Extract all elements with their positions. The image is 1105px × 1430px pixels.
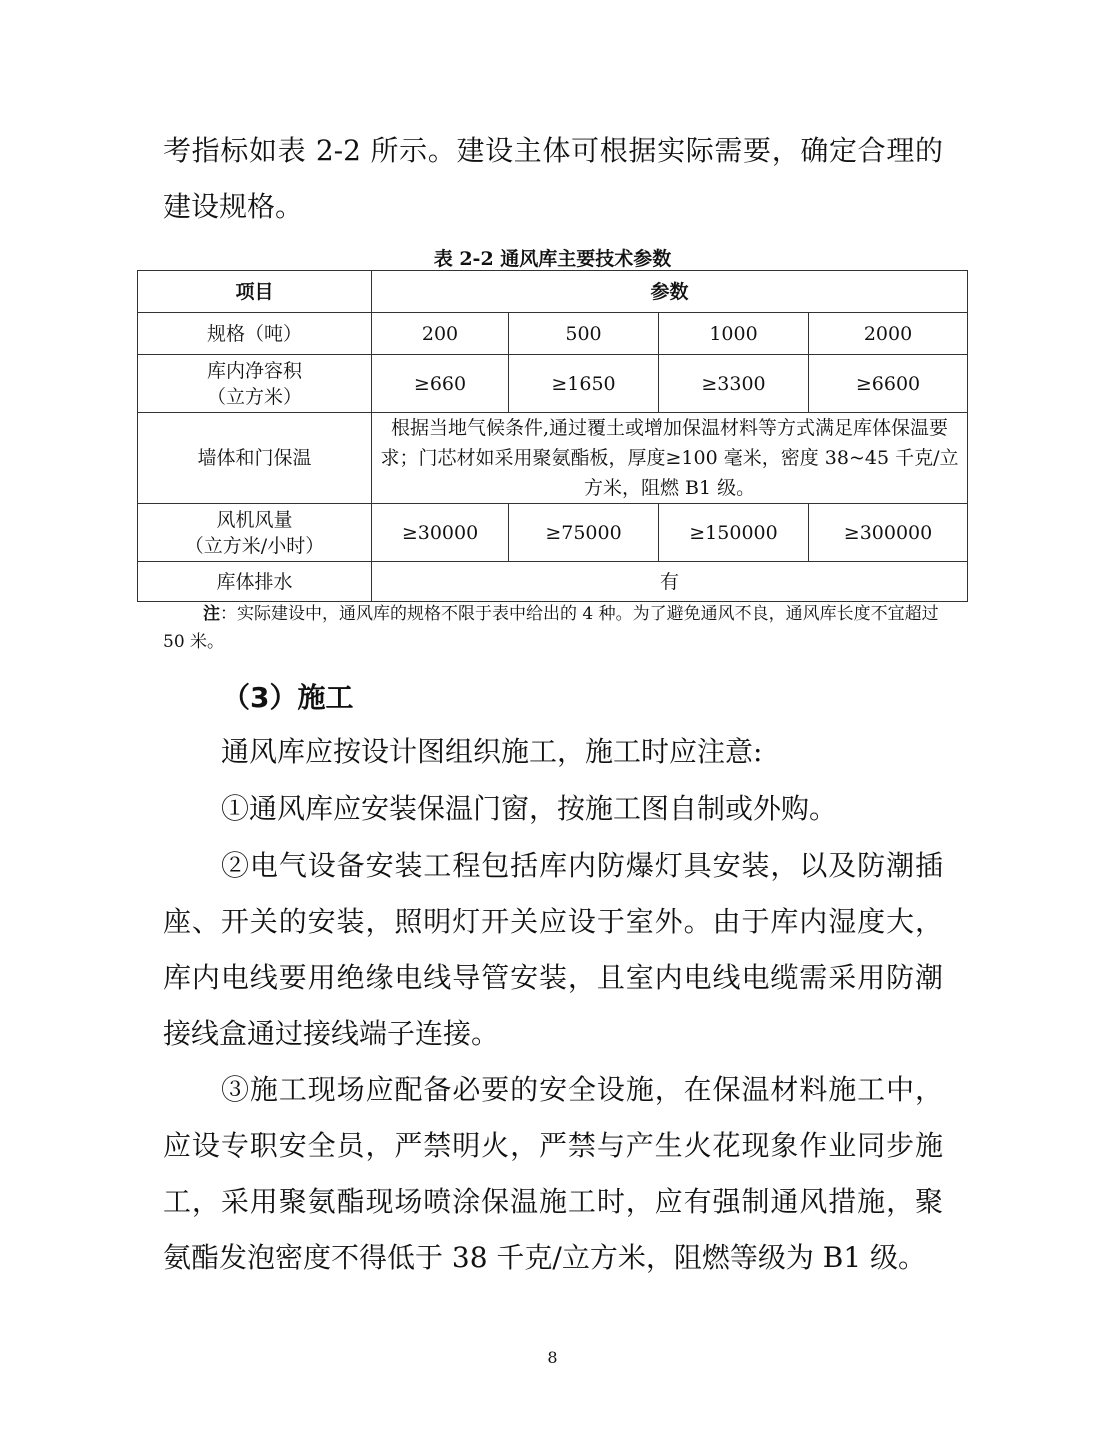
row-label-line: 风机风量 <box>216 508 293 531</box>
row-label-line: （立方米） <box>206 385 302 408</box>
table-row <box>138 313 968 355</box>
table-row <box>138 355 968 413</box>
body-paragraph: ②电气设备安装工程包括库内防爆灯具安装，以及防潮插座、开关的安装，照明灯开关应设于室外。由于库内湿度大，库内电线要用绝缘电线导管安装，且室内电线电缆需采用防潮接线盒通过接线端子连接。 <box>163 849 943 1050</box>
table-row <box>138 562 968 602</box>
cell-value: 1000 <box>659 313 809 355</box>
table-row <box>138 504 968 562</box>
cell-value: ≥660 <box>372 355 509 413</box>
row-label-fan <box>138 504 372 562</box>
table-caption: 表 2-2 通风库主要技术参数 <box>433 248 672 270</box>
header-params: 参数 <box>372 271 968 313</box>
insulation-description: 根据当地气候条件,通过覆土或增加保温材料等方式满足库体保温要求；门芯材如采用聚氨酯板，厚度≥100 毫米，密度 38~45 千克/立方米，阻燃 B1 级。 <box>372 413 968 504</box>
section-heading: （3）施工 <box>222 681 354 714</box>
cell-value: ≥75000 <box>509 504 659 562</box>
note-text: ：实际建设中，通风库的规格不限于表中给出的 4 种。为了避免通风不良，通风库长度不宜超过 50 米。 <box>163 604 939 652</box>
cell-value: 200 <box>372 313 509 355</box>
cell-value: ≥1650 <box>509 355 659 413</box>
cell-value: 有 <box>372 562 968 602</box>
cell-value: ≥6600 <box>809 355 968 413</box>
table-header-row <box>138 271 968 313</box>
cell-value: ≥300000 <box>809 504 968 562</box>
row-label-line: 库内净容积 <box>206 359 302 382</box>
technical-parameters-table <box>137 270 968 602</box>
note-label: 注 <box>203 604 220 624</box>
row-label-line: （立方米/小时） <box>184 534 325 557</box>
row-label-spec: 规格（吨） <box>138 313 372 355</box>
row-label-volume <box>138 355 372 413</box>
cell-value: ≥3300 <box>659 355 809 413</box>
header-item: 项目 <box>138 271 372 313</box>
intro-paragraph: 考指标如表 2-2 所示。建设主体可根据实际需要，确定合理的建设规格。 <box>163 134 943 223</box>
row-label-insulation: 墙体和门保温 <box>138 413 372 504</box>
body-paragraph: ③施工现场应配备必要的安全设施，在保温材料施工中，应设专职安全员，严禁明火，严禁与产生火花现象作业同步施工，采用聚氨酯现场喷涂保温施工时，应有强制通风措施，聚氨酯发泡密度不得低于 38 千克/立方米，阻燃等级为 B1 级。 <box>163 1073 943 1274</box>
cell-value: ≥30000 <box>372 504 509 562</box>
table-row <box>138 413 968 504</box>
body-paragraph: ①通风库应安装保温门窗，按施工图自制或外购。 <box>221 792 838 825</box>
cell-value: 2000 <box>809 313 968 355</box>
row-label-drainage: 库体排水 <box>138 562 372 602</box>
table-note <box>163 600 943 656</box>
body-paragraph: 通风库应按设计图组织施工，施工时应注意: <box>221 735 763 768</box>
cell-value: ≥150000 <box>659 504 809 562</box>
page-number: 8 <box>547 1348 558 1367</box>
cell-value: 500 <box>509 313 659 355</box>
